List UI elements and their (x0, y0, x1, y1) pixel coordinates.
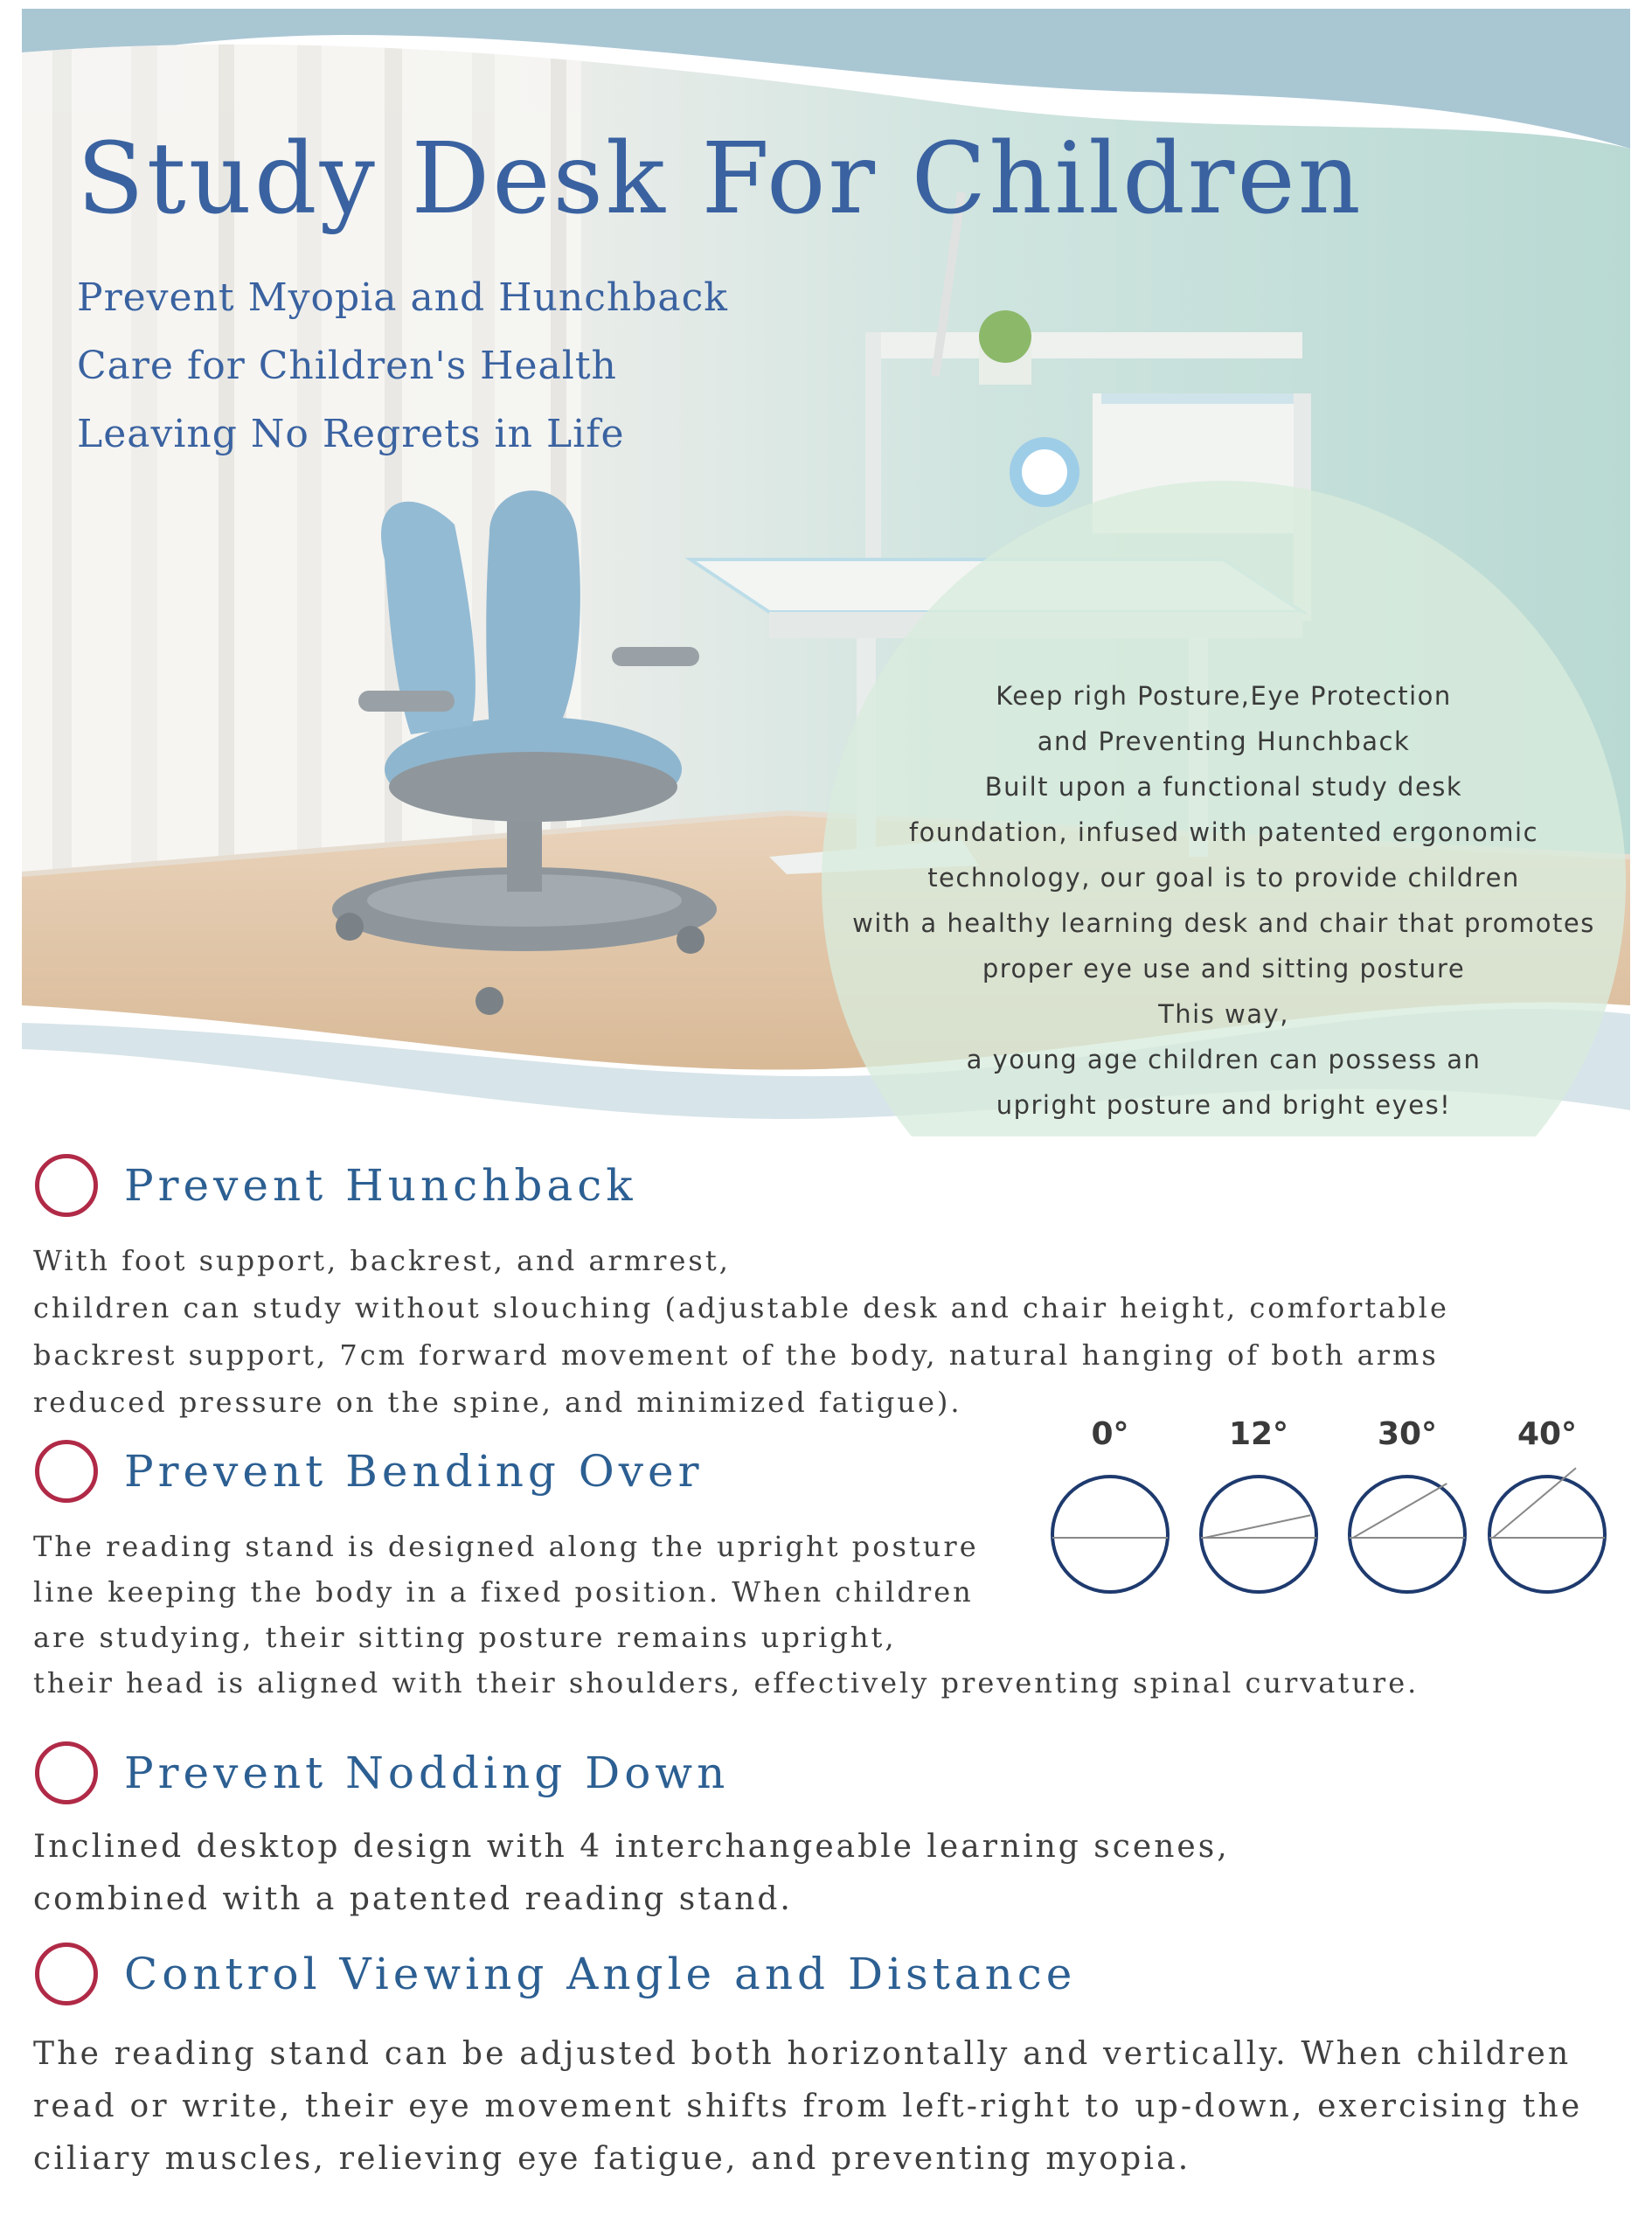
section-title: Prevent Hunchback (124, 1160, 637, 1211)
subtitle-2: Care for Children's Health (77, 344, 617, 388)
bubble-line: technology, our goal is to provide children (927, 863, 1520, 893)
bubble-line: upright posture and bright eyes! (996, 1090, 1452, 1120)
section-title: Prevent Bending Over (124, 1446, 704, 1497)
section-body-hunchback (33, 1237, 1449, 1426)
angle-label: 0° (1091, 1416, 1129, 1452)
ring-icon (35, 1154, 98, 1217)
body-line: backrest support, 7cm forward movement of the body, natural hanging of both arms (33, 1338, 1439, 1372)
angle-circle (1052, 1477, 1168, 1592)
section-body-nodding (33, 1821, 1230, 1926)
section-title: Control Viewing Angle and Distance (124, 1949, 1077, 1999)
section-heading-viewing (35, 1936, 1076, 2012)
bubble-line: Built upon a functional study desk (984, 772, 1463, 802)
bubble-line: with a healthy learning desk and chair that promotes (852, 908, 1595, 938)
bubble-line: a young age children can possess an (966, 1045, 1482, 1074)
ring-icon (35, 1943, 98, 2005)
angle-diagram (1049, 1416, 1608, 1617)
angle-circle (1489, 1477, 1605, 1592)
bubble-line: and Preventing Hunchback (1037, 726, 1411, 756)
body-line: ciliary muscles, relieving eye fatigue, and preventing myopia. (33, 2141, 1191, 2177)
section-title: Prevent Nodding Down (124, 1748, 730, 1798)
body-line: Inclined desktop design with 4 interchangeable learning scenes, (33, 1829, 1230, 1865)
angle-circle (1350, 1477, 1465, 1592)
body-line: The reading stand is designed along the upright posture (33, 1530, 979, 1563)
ring-icon (35, 1741, 98, 1804)
subtitle-3: Leaving No Regrets in Life (77, 412, 625, 456)
ring-icon (35, 1440, 98, 1503)
body-line: reduced pressure on the spine, and minimized fatigue). (33, 1386, 962, 1419)
body-line: read or write, their eye movement shifts from left-right to up-down, exercising the (33, 2089, 1583, 2124)
bubble-line: foundation, infused with patented ergonomic (908, 817, 1539, 847)
page-title: Study Desk For Children (77, 122, 1364, 236)
body-line: their head is aligned with their shoulders, effectively preventing spinal curvature. (33, 1666, 1419, 1699)
body-line: With foot support, backrest, and armrest, (33, 1244, 731, 1277)
angle-label: 30° (1377, 1416, 1438, 1452)
section-heading-bending (35, 1434, 704, 1509)
subtitle-1: Prevent Myopia and Hunchback (77, 275, 728, 320)
section-body-viewing (33, 2028, 1582, 2186)
section-heading-nodding (35, 1735, 729, 1811)
bubble-line: proper eye use and sitting posture (982, 954, 1466, 983)
bubble-text (822, 673, 1626, 1128)
bubble-line: This way, (1158, 999, 1289, 1029)
body-line: line keeping the body in a fixed position. When children (33, 1575, 974, 1609)
body-line: children can study without slouching (adjustable desk and chair height, comfortable (33, 1291, 1449, 1324)
body-line: The reading stand can be adjusted both horizontally and vertically. When children (33, 2036, 1572, 2072)
bubble-line: Keep righ Posture,Eye Protection (996, 681, 1452, 711)
body-line: combined with a patented reading stand. (33, 1881, 793, 1917)
body-line: are studying, their sitting posture remains upright, (33, 1621, 897, 1654)
angle-label: 12° (1228, 1416, 1289, 1452)
angle-circles (1049, 1464, 1608, 1622)
angle-label: 40° (1517, 1416, 1578, 1452)
section-heading-hunchback (35, 1148, 637, 1223)
